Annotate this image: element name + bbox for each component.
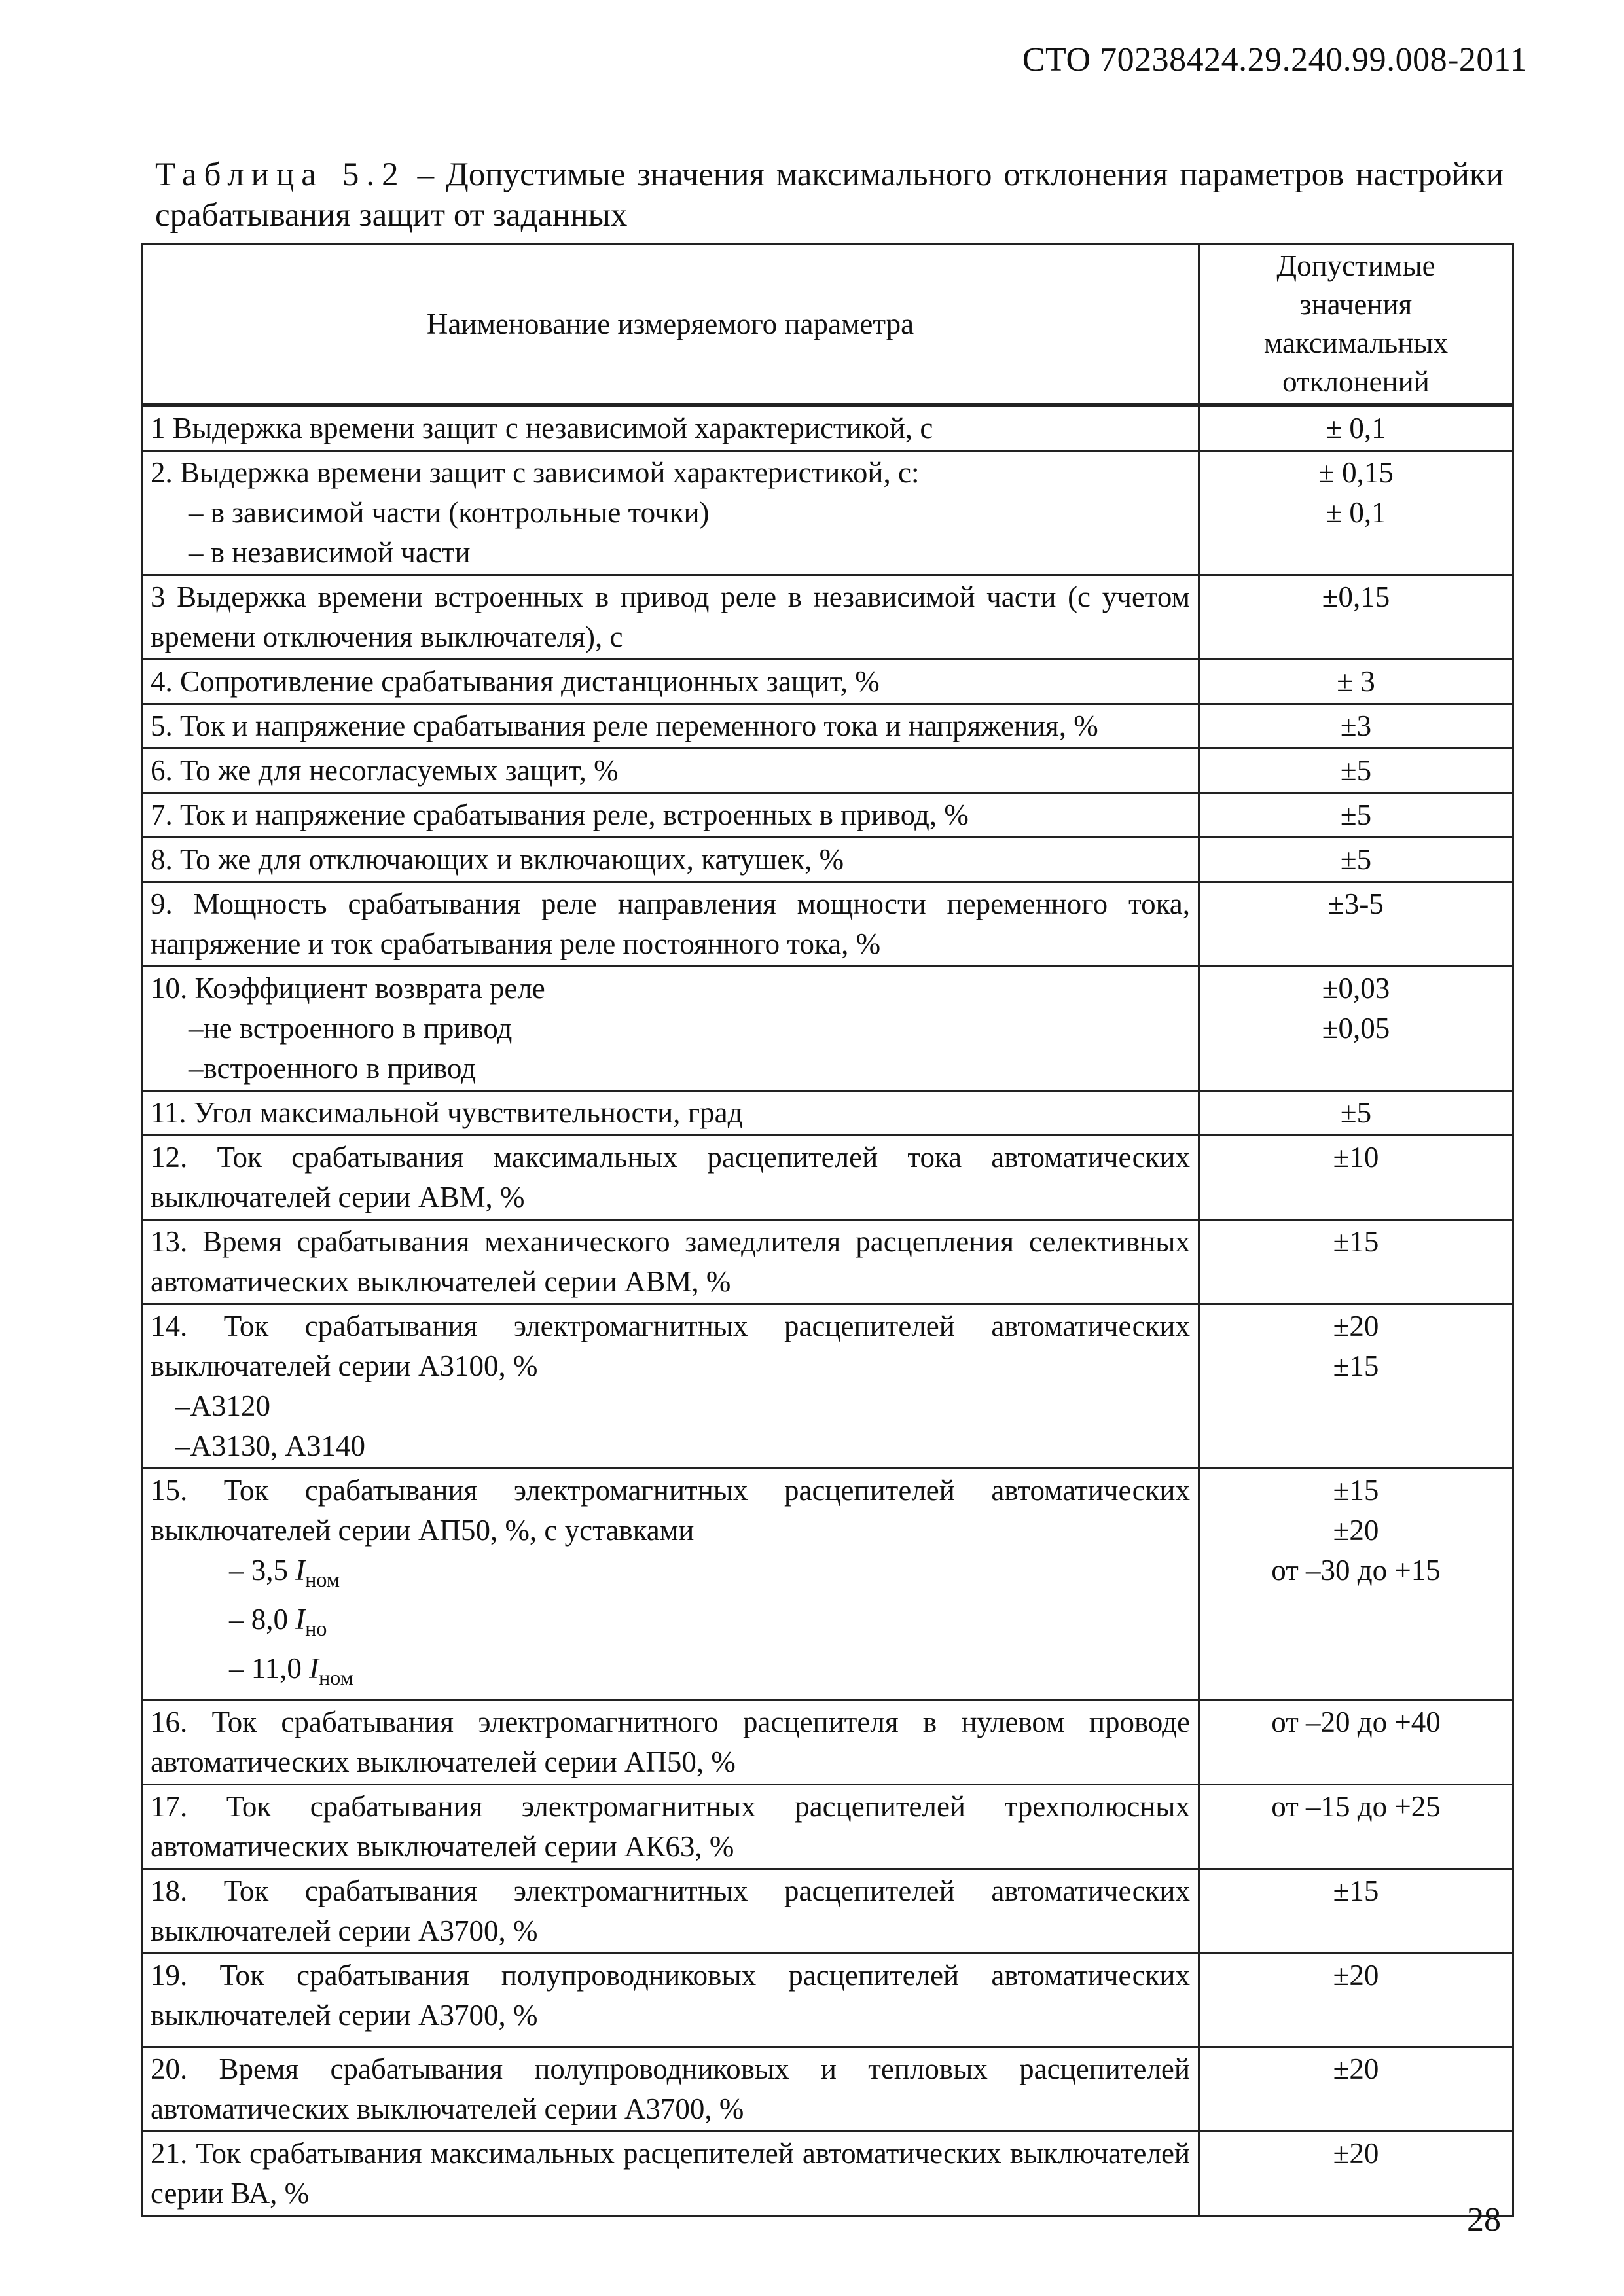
table-row	[142, 1869, 1513, 1954]
parameter-text: 15. Ток срабатывания электромагнитных расцепителей автоматических выключателей серии АП50, %, с уставками	[151, 1474, 1190, 1547]
deviation-cell	[1199, 1304, 1513, 1469]
parameter-cell	[142, 405, 1199, 451]
deviation-value: ±3-5	[1328, 888, 1384, 920]
parameter-cell	[142, 1091, 1199, 1136]
table-row	[142, 451, 1513, 575]
deviation-cell	[1199, 405, 1513, 451]
parameter-subitem: –встроенного в привод	[189, 1052, 477, 1085]
parameter-text: 11. Угол максимальной чувствительности, град	[151, 1096, 743, 1129]
parameter-cell	[142, 1220, 1199, 1304]
deviation-cell	[1199, 704, 1513, 749]
deviation-cell	[1199, 793, 1513, 838]
column-header-deviation	[1199, 245, 1513, 405]
deviation-value: ±20	[1333, 1310, 1379, 1342]
table-row	[142, 882, 1513, 967]
deviation-value: ± 0,1	[1326, 412, 1386, 444]
column-header-parameter: Наименование измеряемого параметра	[142, 245, 1199, 405]
parameter-cell	[142, 704, 1199, 749]
parameter-text: 20. Время срабатывания полупроводниковых и тепловых расцепителей автоматических выключателей серии А3700, %	[151, 2053, 1190, 2125]
deviation-value: ±15	[1333, 1225, 1379, 1258]
parameter-text: 3 Выдержка времени встроенных в привод реле в независимой части (с учетом времени отключения выключателя), с	[151, 581, 1190, 653]
deviation-cell	[1199, 1700, 1513, 1785]
table-row	[142, 2132, 1513, 2216]
deviation-value: ± 0,1	[1326, 496, 1386, 529]
table-row	[142, 2047, 1513, 2132]
parameter-subitem: –не встроенного в привод	[189, 1012, 513, 1045]
setting-prefix: – 3,5	[229, 1554, 296, 1587]
parameter-cell	[142, 793, 1199, 838]
current-subscript: ном	[305, 1568, 340, 1591]
table-row	[142, 838, 1513, 882]
table-row	[142, 1136, 1513, 1220]
table-caption	[155, 154, 1504, 236]
deviation-cell	[1199, 1091, 1513, 1136]
parameter-cell	[142, 838, 1199, 882]
deviation-cell	[1199, 1136, 1513, 1220]
deviation-value: ±5	[1340, 798, 1372, 831]
parameter-text: 7. Ток и напряжение срабатывания реле, встроенных в привод, %	[151, 798, 969, 831]
parameter-cell	[142, 749, 1199, 793]
deviation-value: ±20	[1333, 1959, 1379, 1992]
current-subscript: но	[305, 1617, 327, 1640]
parameter-subitem: –А3120	[175, 1390, 270, 1422]
deviation-value: ± 0,15	[1318, 456, 1394, 489]
parameter-text: 1 Выдержка времени защит с независимой характеристикой, с	[151, 412, 933, 444]
parameter-subitem: – в независимой части	[189, 536, 471, 569]
parameter-cell	[142, 882, 1199, 967]
deviation-cell	[1199, 575, 1513, 660]
table-row	[142, 1469, 1513, 1700]
parameter-text: 12. Ток срабатывания максимальных расцепителей тока автоматических выключателей серии АВМ, %	[151, 1141, 1190, 1213]
parameter-cell	[142, 660, 1199, 704]
header-line: максимальных	[1263, 327, 1449, 359]
parameter-text: 6. То же для несогласуемых защит, %	[151, 754, 619, 787]
deviation-cell	[1199, 451, 1513, 575]
parameter-cell	[142, 1304, 1199, 1469]
deviation-value: ±0,03	[1322, 972, 1390, 1005]
parameter-text: 21. Ток срабатывания максимальных расцепителей автоматических выключателей серии ВА, %	[151, 2137, 1190, 2210]
parameter-cell	[142, 2047, 1199, 2132]
deviation-value: ±5	[1340, 754, 1372, 787]
setting-item	[151, 1600, 1190, 1649]
deviation-value: ±0,15	[1322, 581, 1390, 613]
parameter-text: 10. Коэффициент возврата реле	[151, 972, 545, 1005]
deviation-cell	[1199, 1785, 1513, 1869]
deviation-cell	[1199, 660, 1513, 704]
deviation-cell	[1199, 1954, 1513, 2047]
deviation-value: ±10	[1333, 1141, 1379, 1174]
deviation-value: ±0,05	[1322, 1012, 1390, 1045]
caption-text: – Допустимые значения максимального отклонения параметров настройки срабатывания защит от заданных	[155, 156, 1504, 234]
deviation-cell	[1199, 749, 1513, 793]
deviation-value: ± 3	[1337, 665, 1375, 698]
deviation-cell	[1199, 1220, 1513, 1304]
current-symbol: I	[309, 1652, 319, 1685]
deviation-cell	[1199, 882, 1513, 967]
header-line: Допустимые	[1276, 249, 1435, 282]
table-row	[142, 793, 1513, 838]
setting-prefix: – 8,0	[229, 1603, 296, 1636]
parameter-cell	[142, 451, 1199, 575]
table-row	[142, 405, 1513, 451]
header-line: значения	[1299, 288, 1413, 321]
deviation-cell	[1199, 967, 1513, 1091]
parameter-cell	[142, 967, 1199, 1091]
table-row	[142, 1700, 1513, 1785]
parameter-cell	[142, 1954, 1199, 2047]
table-row	[142, 575, 1513, 660]
deviation-value: от –30 до +15	[1271, 1554, 1441, 1587]
deviation-value: от –20 до +40	[1271, 1706, 1441, 1738]
table-row	[142, 1220, 1513, 1304]
deviation-cell	[1199, 2132, 1513, 2216]
deviation-value: ±5	[1340, 1096, 1372, 1129]
setting-item	[151, 1649, 1190, 1698]
parameter-cell	[142, 1136, 1199, 1220]
deviation-value: от –15 до +25	[1271, 1790, 1441, 1823]
table-row	[142, 1954, 1513, 2047]
table-row	[142, 749, 1513, 793]
parameter-text: 19. Ток срабатывания полупроводниковых расцепителей автоматических выключателей серии А3700, %	[151, 1959, 1190, 2032]
current-subscript: ном	[319, 1666, 353, 1689]
parameter-text: 4. Сопротивление срабатывания дистанционных защит, %	[151, 665, 880, 698]
table-row	[142, 704, 1513, 749]
document-code: СТО 70238424.29.240.99.008-2011	[1022, 41, 1527, 79]
parameter-text: 13. Время срабатывания механического замедлителя расцепления селективных автоматических выключателей серии АВМ, %	[151, 1225, 1190, 1298]
parameter-text: 2. Выдержка времени защит с зависимой характеристикой, с:	[151, 456, 920, 489]
setting-item	[151, 1551, 1190, 1600]
parameter-text: 14. Ток срабатывания электромагнитных расцепителей автоматических выключателей серии А3100, %	[151, 1310, 1190, 1382]
deviation-cell	[1199, 1869, 1513, 1954]
parameter-cell	[142, 1785, 1199, 1869]
table-row	[142, 1785, 1513, 1869]
parameter-text: 8. То же для отключающих и включающих, катушек, %	[151, 843, 844, 876]
header-line: отклонений	[1282, 365, 1430, 398]
table-row	[142, 1091, 1513, 1136]
parameter-text: 16. Ток срабатывания электромагнитного расцепителя в нулевом проводе автоматических выключателей серии АП50, %	[151, 1706, 1190, 1778]
parameter-cell	[142, 1869, 1199, 1954]
deviation-value: ±20	[1333, 1514, 1379, 1547]
parameter-cell	[142, 1700, 1199, 1785]
deviation-value: ±15	[1333, 1474, 1379, 1507]
setting-prefix: – 11,0	[229, 1652, 310, 1685]
parameter-cell	[142, 575, 1199, 660]
parameter-text: 5. Ток и напряжение срабатывания реле переменного тока и напряжения, %	[151, 709, 1098, 742]
deviation-cell	[1199, 2047, 1513, 2132]
deviation-value: ±15	[1333, 1350, 1379, 1382]
parameter-subitem: –А3130, А3140	[175, 1429, 365, 1462]
parameter-text: 9. Мощность срабатывания реле направления мощности переменного тока, напряжение и ток срабатывания реле постоянного тока, %	[151, 888, 1190, 960]
deviation-cell	[1199, 838, 1513, 882]
deviation-value: ±20	[1333, 2137, 1379, 2170]
deviation-value: ±20	[1333, 2053, 1379, 2085]
parameter-subitem: – в зависимой части (контрольные точки)	[189, 496, 710, 529]
table-row	[142, 1304, 1513, 1469]
deviation-value: ±5	[1340, 843, 1372, 876]
parameter-cell	[142, 1469, 1199, 1700]
table-row	[142, 967, 1513, 1091]
deviation-value: ±3	[1340, 709, 1372, 742]
parameter-text: 17. Ток срабатывания электромагнитных расцепителей трехполюсных автоматических выключателей серии АК63, %	[151, 1790, 1190, 1863]
table-row	[142, 660, 1513, 704]
tolerance-table	[141, 243, 1514, 2217]
parameter-text: 18. Ток срабатывания электромагнитных расцепителей автоматических выключателей серии А3700, %	[151, 1874, 1190, 1947]
caption-label: Таблица 5.2	[155, 156, 406, 193]
current-symbol: I	[295, 1554, 306, 1587]
parameter-cell	[142, 2132, 1199, 2216]
deviation-value: ±15	[1333, 1874, 1379, 1907]
page-number: 28	[1467, 2201, 1501, 2238]
deviation-cell	[1199, 1469, 1513, 1700]
table-header-row	[142, 245, 1513, 405]
current-symbol: I	[295, 1603, 306, 1636]
